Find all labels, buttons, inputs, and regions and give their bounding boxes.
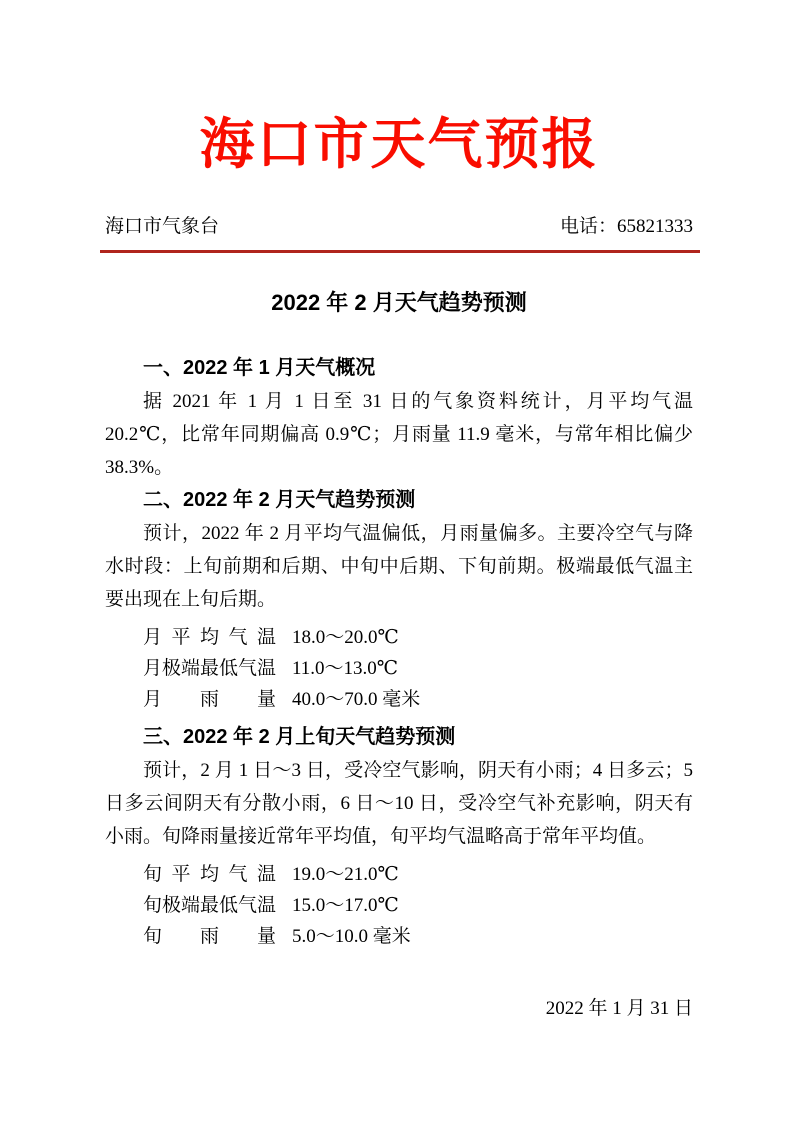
stat-row-dekad-mean-temp [105,859,693,890]
stat-label: 月雨量 [143,689,276,710]
letterhead-divider [100,250,700,253]
agency-name: 海口市气象台 [105,216,220,237]
letterhead-info-row [105,215,693,239]
stat-value: 11.0～13.0℃ [292,658,399,679]
stat-value: 15.0～17.0℃ [292,895,399,916]
stat-row-dekad-extreme-min-temp [105,890,693,921]
stat-label: 旬雨量 [143,926,276,947]
stat-row-monthly-mean-temp [105,622,693,653]
monthly-stats-list [105,622,693,715]
phone-number: 电话：65821333 [559,216,693,237]
stat-label: 月极端最低气温 [143,658,277,679]
section-january-overview [105,352,693,484]
stat-row-monthly-rainfall [105,684,693,715]
stat-value: 40.0～70.0 毫米 [292,689,421,710]
section-heading: 三、2022 年 2 月上旬天气趋势预测 [143,726,456,748]
section-paragraph: 预计，2022 年 2 月平均气温偏低，月雨量偏多。主要冷空气与降水时段：上旬前期和后期、中旬中后期、下旬前期。极端最低气温主要出现在上旬后期。 [105,523,693,610]
stat-row-dekad-rainfall [105,921,693,952]
section-february-monthly-forecast [105,484,693,715]
stat-label: 旬平均气温 [143,864,276,885]
stat-row-monthly-extreme-min-temp [105,653,693,684]
letterhead-title: 海口市天气预报 [199,113,599,175]
section-paragraph: 预计，2 月 1 日～3 日，受冷空气影响，阴天有小雨；4 日多云；5 日多云间阴天有分散小雨，6 日～10 日，受冷空气补充影响，阴天有小雨。旬降雨量接近常年平均值，旬平均气温略高于常年平均值。 [105,760,693,847]
section-paragraph: 据 2021 年 1 月 1 日至 31 日的气象资料统计，月平均气温 20.2℃，比常年同期偏高 0.9℃；月雨量 11.9 毫米，与常年相比偏少 38.3%。 [105,391,693,478]
stat-value: 5.0～10.0 毫米 [292,926,411,947]
ten-day-stats-list [105,859,693,952]
stat-value: 18.0～20.0℃ [292,627,399,648]
section-early-february-forecast [105,721,693,952]
document-date: 2022 年 1 月 31 日 [545,998,693,1019]
document-title: 2022 年 2 月天气趋势预测 [271,290,527,315]
stat-label: 月平均气温 [143,627,276,648]
stat-label: 旬极端最低气温 [143,895,277,916]
section-heading: 二、2022 年 2 月天气趋势预测 [143,489,416,511]
section-heading: 一、2022 年 1 月天气概况 [143,357,376,379]
stat-value: 19.0～21.0℃ [292,864,399,885]
